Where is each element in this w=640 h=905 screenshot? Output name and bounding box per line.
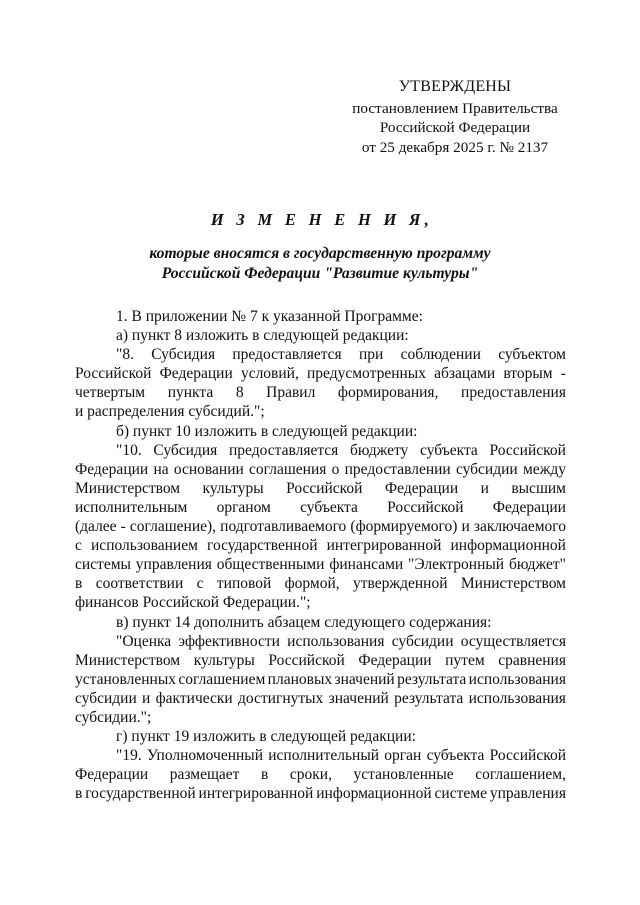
paragraph-line: системы управления общественными финансами "Электронный бюджет" — [75, 556, 566, 574]
paragraph-subitem-a: а) пункт 8 изложить в следующей редакции: — [116, 327, 409, 345]
paragraph-line: в государственной интегрированной информационной системе управления — [75, 785, 566, 803]
approval-title: УТВЕРЖДЕНЫ — [398, 78, 512, 95]
paragraph-line: и распределения субсидий."; — [75, 403, 265, 421]
paragraph-subitem-v: в) пункт 14 дополнить абзацем следующего содержания: — [116, 613, 492, 631]
paragraph-line: Федерации размещает в сроки, установленные соглашением, — [75, 766, 566, 784]
paragraph-line: с использованием государственной интегрированной информационной — [75, 537, 566, 555]
paragraph-line: "10. Субсидия предоставляется бюджету субъекта Российской — [116, 441, 566, 459]
document-body — [75, 307, 566, 803]
paragraph-line: "8. Субсидия предоставляется при соблюдении субъектом — [116, 346, 566, 364]
paragraph-item-1: 1. В приложении № 7 к указанной Программе: — [116, 308, 423, 325]
paragraph-subitem-b: б) пункт 10 изложить в следующей редакции: — [116, 422, 418, 440]
paragraph-line: четвертым пункта 8 Правил формирования, предоставления — [75, 384, 566, 402]
paragraph-subitem-g: г) пункт 19 изложить в следующей редакции: — [116, 728, 416, 746]
heading-subtitle-line: которые вносятся в государственную программу — [149, 245, 491, 262]
heading-subtitle — [70, 244, 570, 284]
paragraph-line: Министерством культуры Российской Федерации путем сравнения — [75, 651, 566, 669]
quote-point-19 — [75, 746, 566, 803]
quote-point-14 — [75, 632, 566, 727]
quote-point-8 — [75, 345, 566, 421]
quote-point-10 — [75, 441, 566, 613]
approval-line: постановлением Правительства — [352, 99, 558, 117]
approval-date-line: от 25 декабря 2025 г. № 2137 — [361, 138, 549, 156]
paragraph-line: "Оценка эффективности использования субсидии осуществляется — [116, 632, 566, 650]
approval-block — [340, 77, 570, 157]
paragraph-line: финансов Российской Федерации."; — [75, 594, 311, 612]
paragraph-line: Федерации на основании соглашения о предоставлении субсидии между — [75, 460, 566, 478]
document-heading — [70, 210, 570, 284]
paragraph-line: "19. Уполномоченный исполнительный орган субъекта Российской — [116, 747, 566, 765]
paragraph-line: Российской Федерации условий, предусмотренных абзацами вторым - — [75, 365, 566, 383]
approval-line: Российской Федерации — [379, 119, 531, 136]
paragraph-line: (далее - соглашение), подготавливаемого (формируемого) и заключаемого — [75, 518, 566, 536]
paragraph-line: исполнительным органом субъекта Российской Федерации — [75, 498, 566, 516]
heading-title: И З М Е Н Е Н И Я, — [210, 210, 434, 229]
paragraph-line: субсидии."; — [75, 708, 152, 726]
paragraph-line: субсидии и фактически достигнутых значений результата использования — [75, 689, 566, 707]
paragraph-line: в соответствии с типовой формой, утвержденной Министерством — [75, 575, 566, 593]
heading-subtitle-line: Российской Федерации "Развитие культуры" — [161, 265, 479, 282]
paragraph-line: Министерством культуры Российской Федерации и высшим — [75, 479, 566, 497]
paragraph-line: установленных соглашением плановых значений результата использования — [75, 670, 566, 688]
